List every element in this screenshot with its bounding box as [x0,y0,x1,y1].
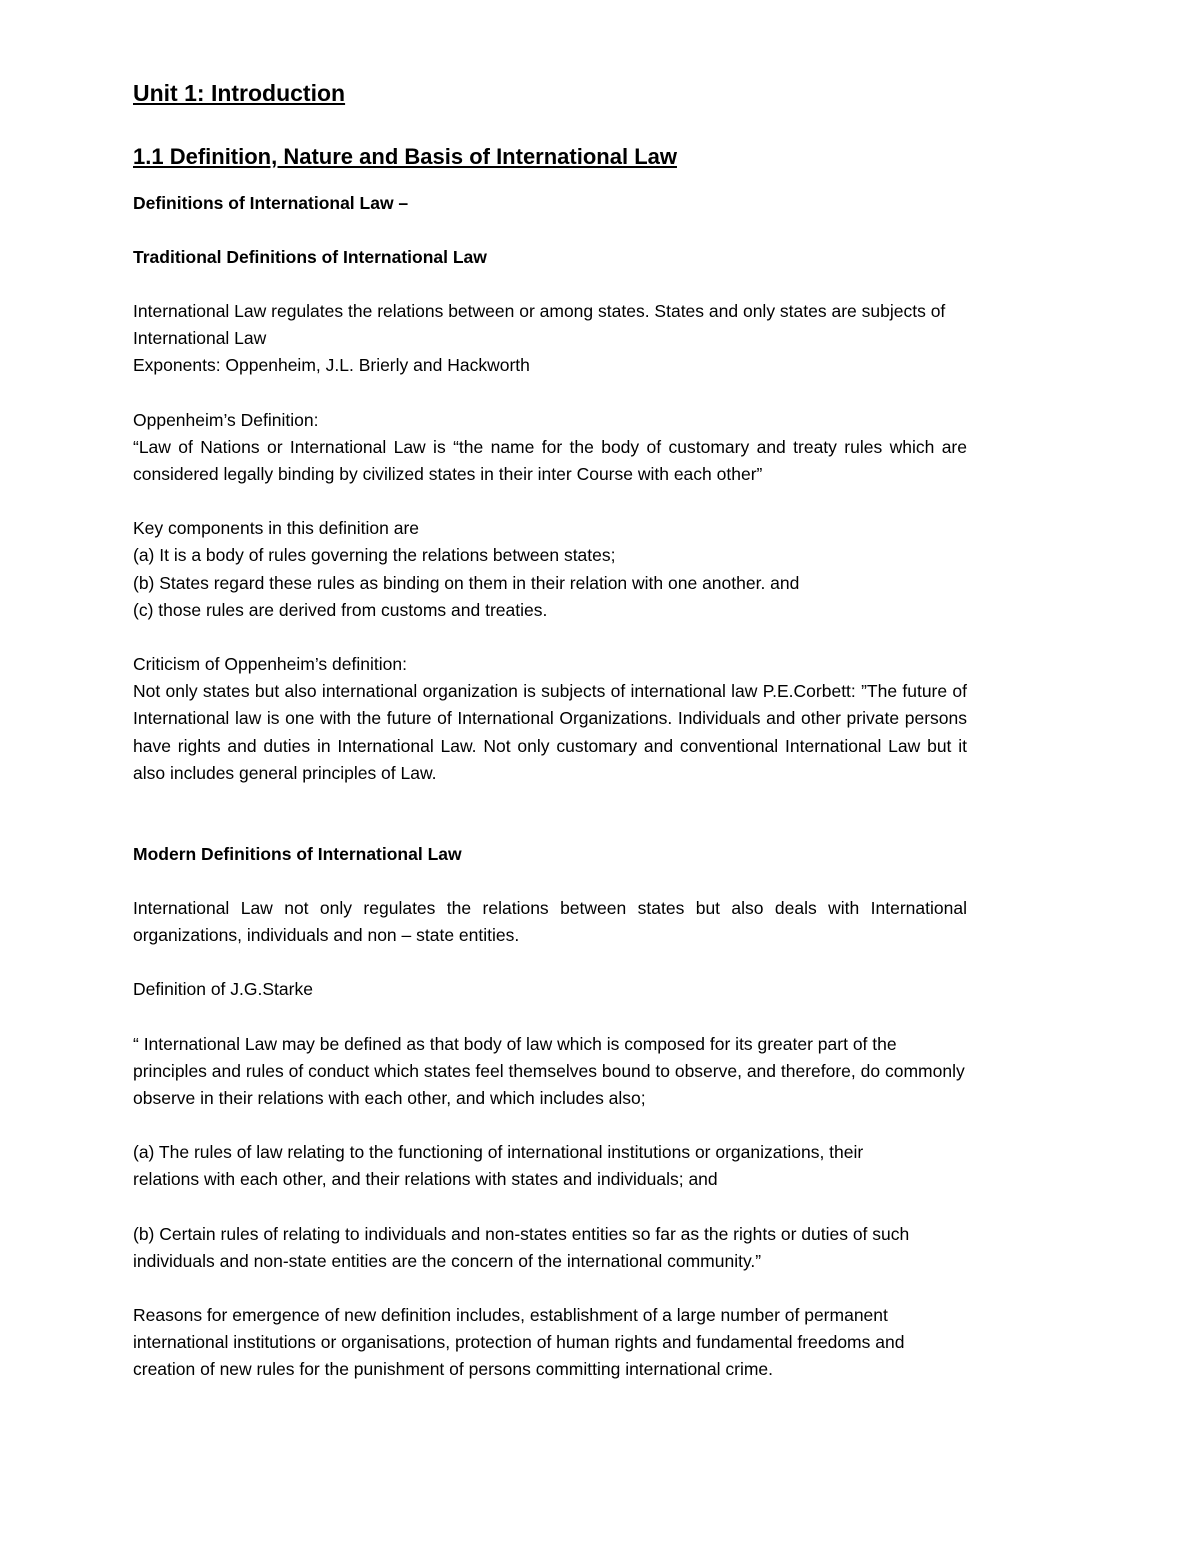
component-item-c: (c) those rules are derived from customs and treaties. [133,599,548,620]
unit-title: Unit 1: Introduction [133,80,346,106]
reasons-paragraph: Reasons for emergence of new definition includes, establishment of a large number of permanent international institutions or organisations, protection of human rights and fundamental freedoms and creation of new rules for the punishment of persons committing international crime. [133,1305,905,1380]
exponents-line: Exponents: Oppenheim, J.L. Brierly and Hackworth [133,355,530,376]
modern-heading: Modern Definitions of International Law [133,844,462,865]
criticism-label: Criticism of Oppenheim’s definition: [133,654,407,675]
modern-paragraph: International Law not only regulates the relations between states but also deals with International organizations, individuals and non – state entities. [133,898,967,946]
starke-item-b: (b) Certain rules of relating to individuals and non-states entities so far as the rights or duties of such individuals and non-state entities are the concern of the international community.” [133,1223,910,1271]
components-intro: Key components in this definition are [133,518,419,539]
traditional-paragraph: International Law regulates the relations between or among states. States and only states are subjects of International Law [133,301,946,349]
starke-quote: “ International Law may be defined as that body of law which is composed for its greater part of the principles and rules of conduct which states feel themselves bound to observe, and therefore, do commonly observe in their relations with each other, and which includes also; [133,1033,965,1109]
oppenheim-label: Oppenheim’s Definition: [133,409,319,430]
definitions-heading: Definitions of International Law – [133,193,409,213]
oppenheim-quote: “Law of Nations or International Law is “the name for the body of customary and treaty rules which are considered legally binding by civilized states in their inter Course with each other” [133,436,967,485]
traditional-heading: Traditional Definitions of International Law [133,247,487,267]
document-page [133,78,967,1384]
criticism-text: Not only states but also international organization is subjects of international law P.E.Corbett: ”The future of International law is one with the future of International Organizations. Individuals and other private persons have rights and duties in International Law. Not only customary and conventional International Law but it also includes general principles of Law. [133,681,967,783]
starke-item-a: (a) The rules of law relating to the functioning of international institutions or organizations, their relations with each other, and their relations with states and individuals; and [133,1142,864,1190]
component-item-b: (b) States regard these rules as binding on them in their relation with one another. and [133,572,800,593]
component-item-a: (a) It is a body of rules governing the relations between states; [133,545,616,566]
section-title: 1.1 Definition, Nature and Basis of International Law [133,144,677,169]
starke-label: Definition of J.G.Starke [133,979,313,1000]
